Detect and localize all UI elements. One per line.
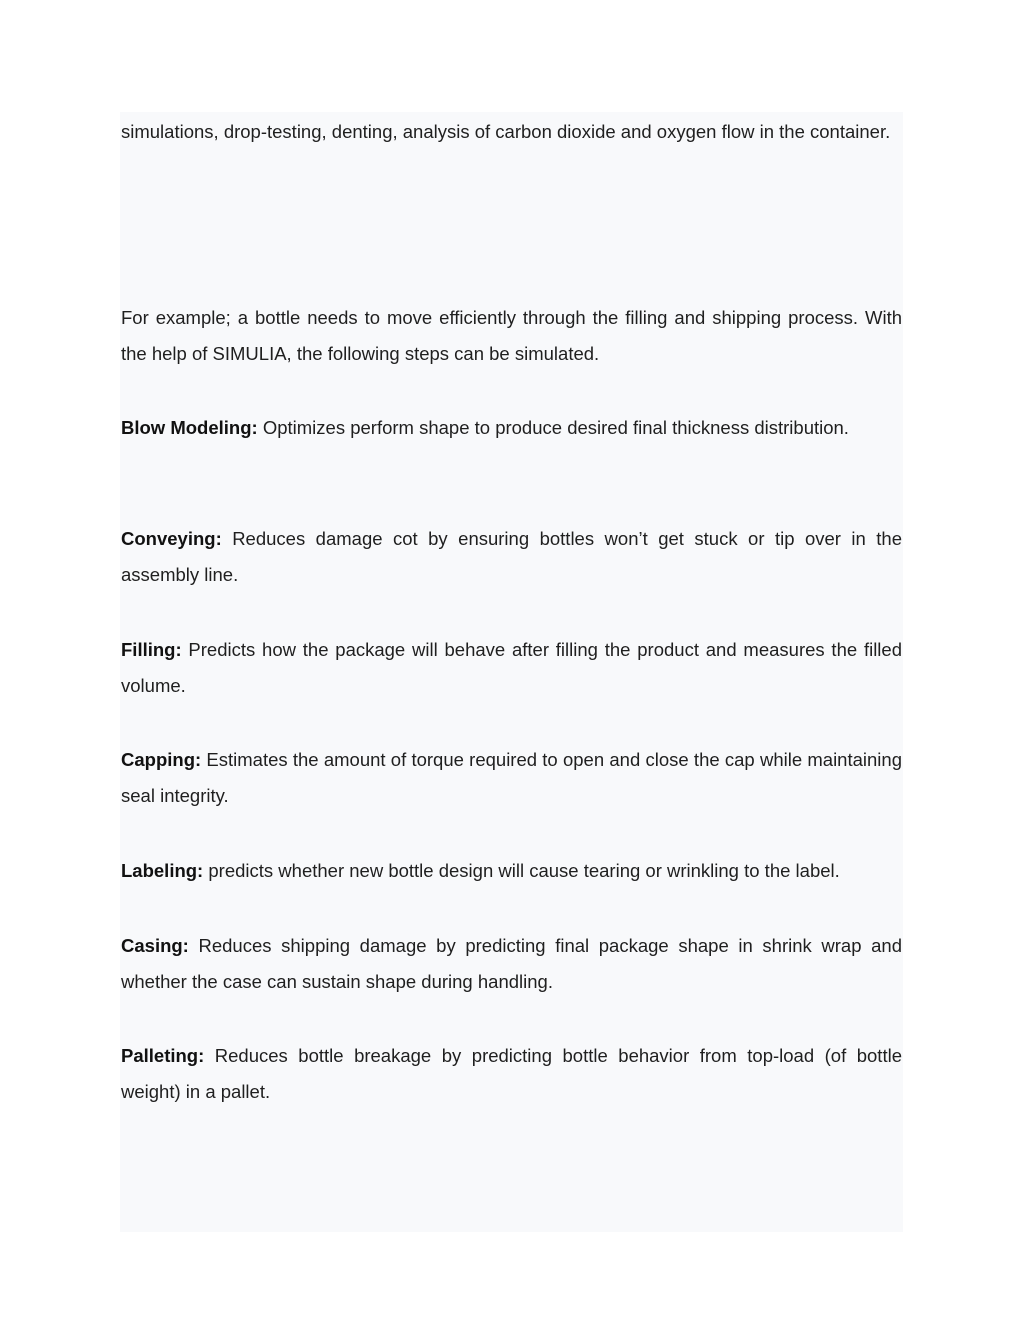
- step-blow-modeling: [121, 410, 902, 446]
- step-term: Capping:: [121, 749, 202, 770]
- step-capping: [121, 742, 902, 814]
- intro-paragraph: simulations, drop-testing, denting, analysis of carbon dioxide and oxygen flow in the container.: [121, 121, 891, 142]
- step-description: predicts whether new bottle design will cause tearing or wrinkling to the label.: [203, 860, 840, 881]
- step-term: Casing:: [121, 935, 189, 956]
- step-conveying: [121, 521, 902, 593]
- step-description: Reduces damage cot by ensuring bottles won’t get stuck or tip over in the assembly line.: [121, 528, 902, 585]
- step-casing: [121, 928, 902, 1000]
- step-description: Predicts how the package will behave after filling the product and measures the filled volume.: [121, 639, 902, 696]
- step-labeling: [121, 853, 902, 889]
- step-term: Filling:: [121, 639, 182, 660]
- step-term: Palleting:: [121, 1045, 205, 1066]
- step-description: Reduces shipping damage by predicting final package shape in shrink wrap and whether the case can sustain shape during handling.: [121, 935, 902, 992]
- step-term: Conveying:: [121, 528, 222, 549]
- step-term: Labeling:: [121, 860, 204, 881]
- step-description: Optimizes perform shape to produce desired final thickness distribution.: [257, 417, 849, 438]
- step-term: Blow Modeling:: [121, 417, 258, 438]
- example-paragraph: For example; a bottle needs to move efficiently through the filling and shipping process. With the help of SIMULIA, the following steps can be simulated.: [121, 307, 902, 364]
- step-description: Reduces bottle breakage by predicting bottle behavior from top-load (of bottle weight) in a pallet.: [121, 1045, 902, 1102]
- step-description: Estimates the amount of torque required to open and close the cap while maintaining seal integrity.: [121, 749, 902, 806]
- step-filling: [121, 632, 902, 704]
- step-palleting: [121, 1038, 902, 1110]
